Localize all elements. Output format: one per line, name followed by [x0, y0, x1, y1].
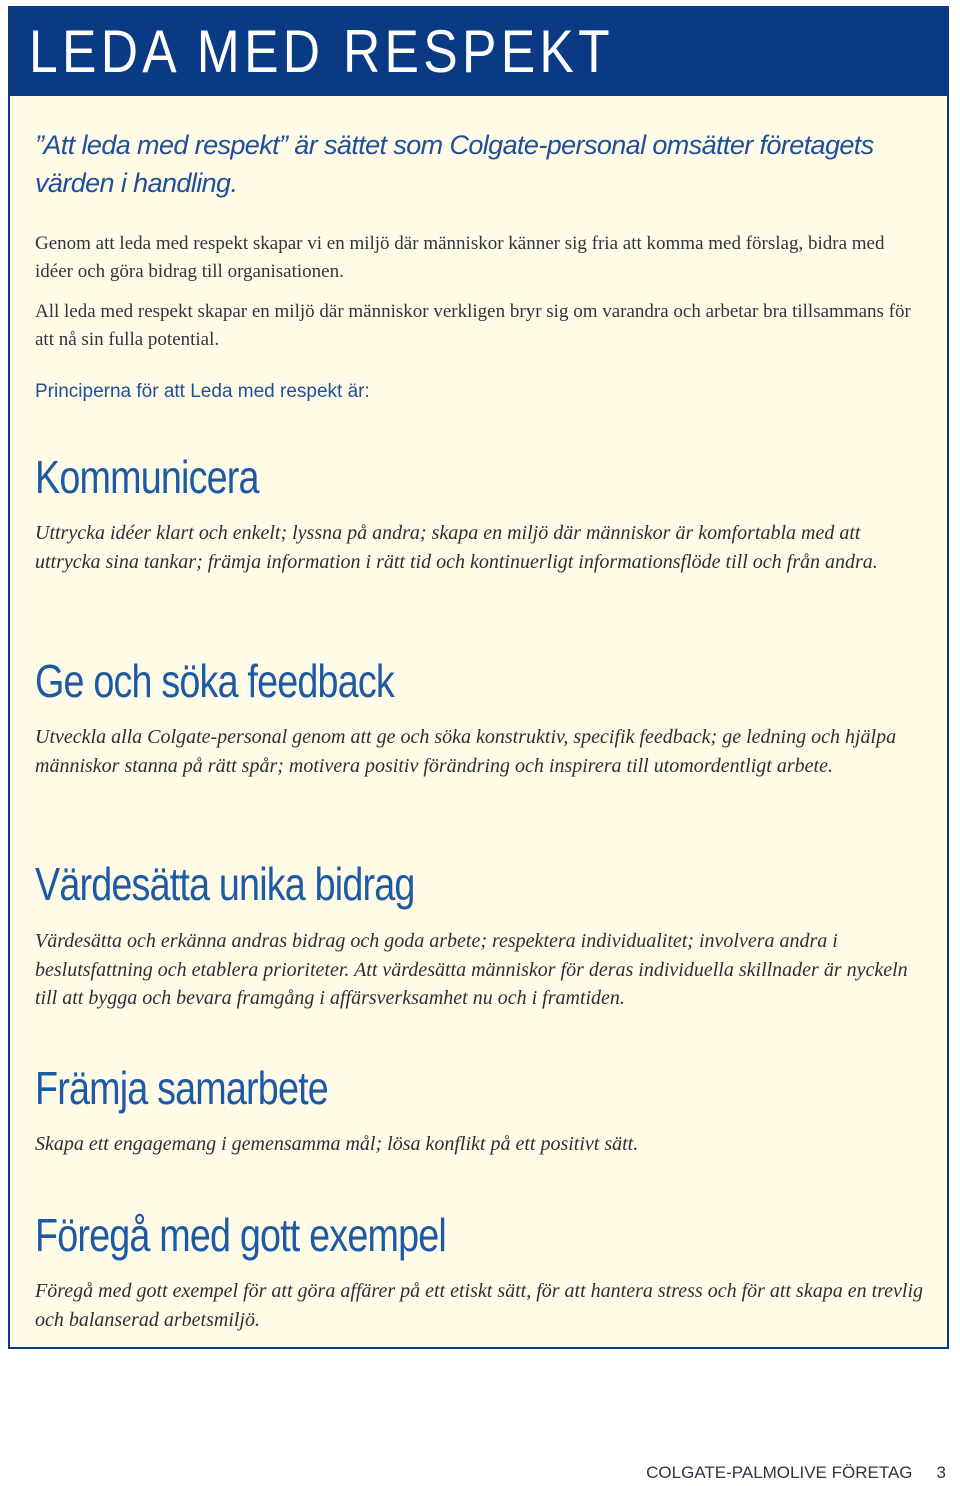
- intro-paragraph-2: All leda med respekt skapar en miljö där människor verkligen bryr sig om varandra och arbetar bra tillsammans för att nå sin fulla potential.: [35, 301, 911, 350]
- principle-heading-value-contributions: Värdesätta unika bidrag: [35, 858, 415, 910]
- principle-text-feedback: Utveckla alla Colgate-personal genom att ge och söka konstruktiv, specifik feedback; ge ledning och hjälpa människor stanna på rätt spår; motivera positiv förändring och inspirera till utomordentligt arbete.: [35, 726, 897, 777]
- intro-paragraph-1: Genom att leda med respekt skapar vi en miljö där människor känner sig fria att komma med förslag, bidra med idéer och göra bidrag till organisationen.: [35, 233, 885, 282]
- principle-text-teamwork: Skapa ett engagemang i gemensamma mål; lösa konflikt på ett positivt sätt.: [35, 1133, 639, 1155]
- principle-heading-set-example: Föregå med gott exempel: [35, 1209, 446, 1261]
- principle-text-communicate: Uttrycka idéer klart och enkelt; lyssna på andra; skapa en miljö där människor är komfortabla med att uttrycka sina tankar; främja information i rätt tid och kontinuerligt informationsflöde till och från andra.: [35, 522, 878, 573]
- page-title: LEDA MED RESPEKT: [29, 18, 614, 85]
- principle-heading-teamwork: Främja samarbete: [35, 1062, 328, 1114]
- page-number: 3: [936, 1463, 946, 1482]
- lead-quote: ”Att leda med respekt” är sättet som Colgate-personal omsätter företagets värden i handling.: [35, 130, 874, 198]
- title-banner: [10, 8, 947, 96]
- principles-intro: Principerna för att Leda med respekt är:: [35, 381, 370, 402]
- principle-heading-communicate: Kommunicera: [35, 451, 259, 503]
- page-footer: [646, 1463, 946, 1483]
- principle-text-value-contributions: Värdesätta och erkänna andras bidrag och goda arbete; respektera individualitet; involvera andra i beslutsfattning och etablera prioriteter. Att värdesätta människor för deras individuella skillnader är nyckeln till att bygga och bevara framgång i affärsverksamhet nu och i framtiden.: [35, 930, 908, 1009]
- principle-heading-feedback: Ge och söka feedback: [35, 655, 394, 707]
- content-frame: [8, 6, 949, 1349]
- footer-company: COLGATE-PALMOLIVE FÖRETAG: [646, 1463, 913, 1482]
- principle-text-set-example: Föregå med gott exempel för att göra affärer på ett etiskt sätt, för att hantera stress och för att skapa en trevlig och balanserad arbetsmiljö.: [35, 1280, 924, 1331]
